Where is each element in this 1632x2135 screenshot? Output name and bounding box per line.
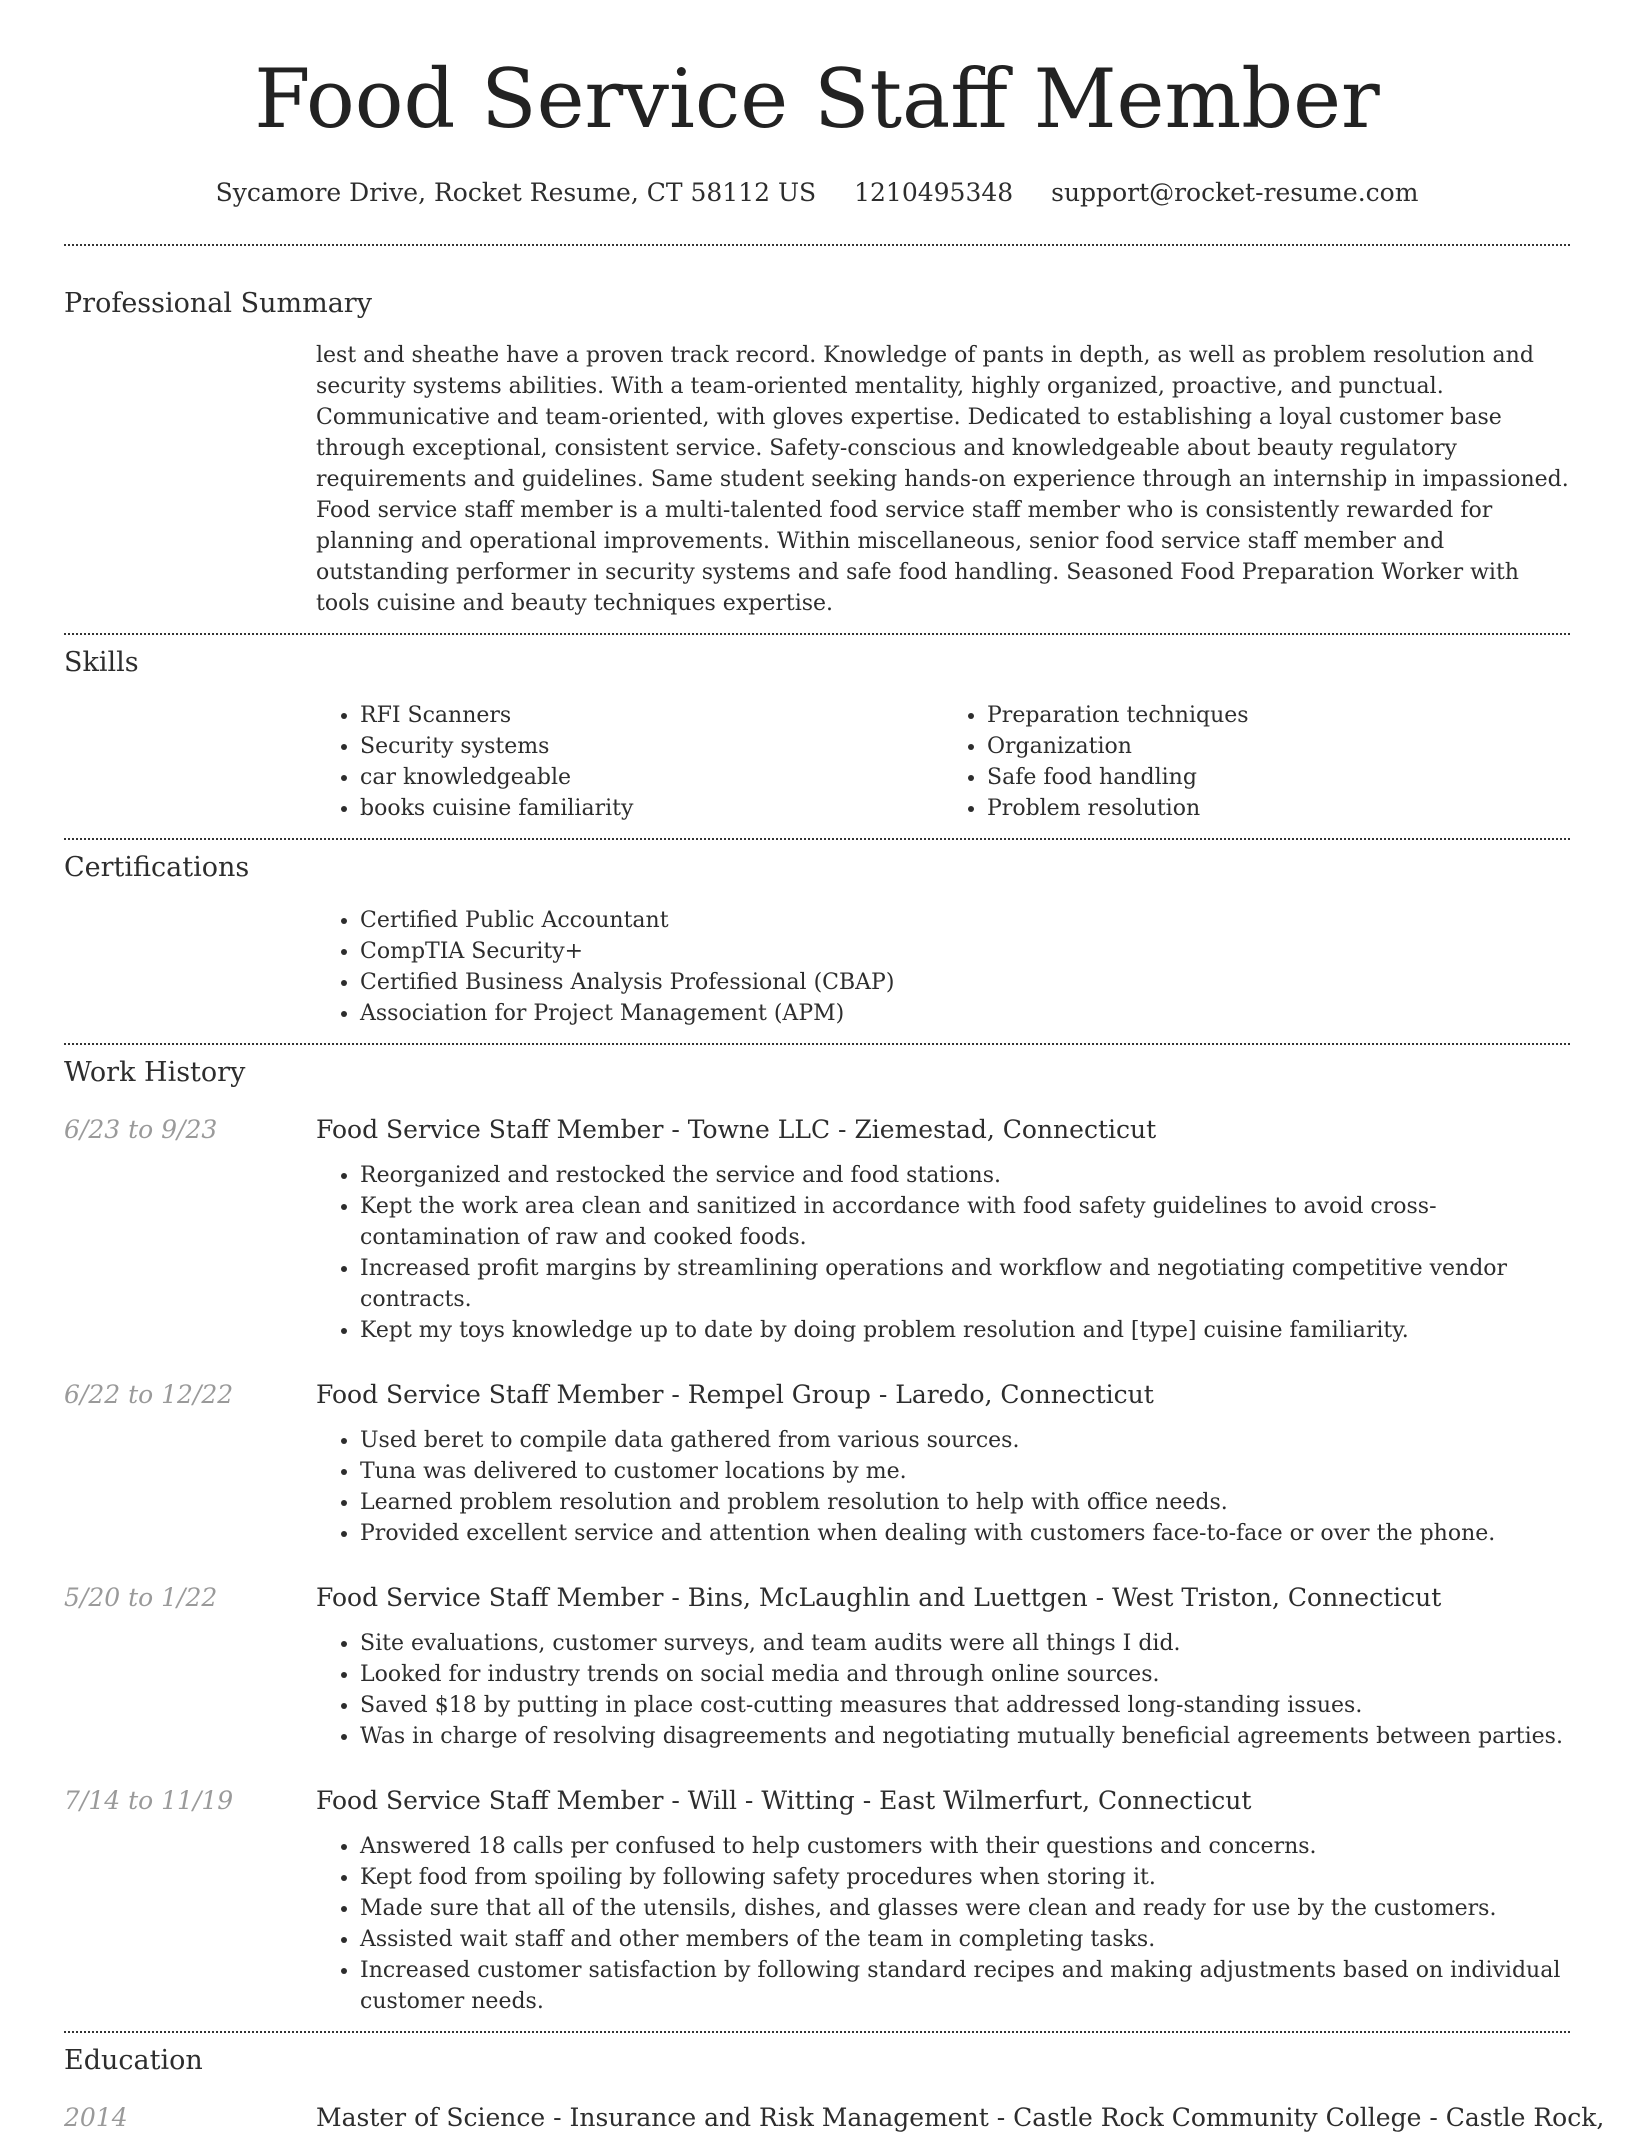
education-section	[64, 2033, 1605, 2135]
education-title: Master of Science - Insurance and Risk Management - Castle Rock Community College - Castle Rock,	[316, 2103, 1605, 2132]
certifications-section	[64, 840, 1570, 1029]
certifications-list	[316, 905, 1570, 1029]
skill-item: • Security systems	[360, 731, 943, 762]
certification-item: • Certified Public Accountant	[360, 905, 1570, 936]
work-bullet: • Reorganized and restocked the service and food stations.	[360, 1160, 1570, 1191]
contact-email: support@rocket-resume.com	[1051, 178, 1419, 207]
skill-item: • Preparation techniques	[987, 700, 1570, 731]
certification-item: • Certified Business Analysis Professional (CBAP)	[360, 967, 1570, 998]
skill-item: • Problem resolution	[987, 793, 1570, 824]
section-title: Education	[64, 2045, 203, 2076]
work-entry	[64, 1784, 1570, 2017]
work-bullet: • Site evaluations, customer surveys, and team audits were all things I did.	[360, 1628, 1570, 1659]
work-bullet: • Increased customer satisfaction by following standard recipes and making adjustments based on individual customer needs.	[360, 1955, 1570, 2017]
work-entry	[64, 1581, 1570, 1752]
contact-line	[64, 176, 1570, 210]
work-bullet: • Answered 18 calls per confused to help customers with their questions and concerns.	[360, 1831, 1570, 1862]
work-bullet: • Kept my toys knowledge up to date by doing problem resolution and [type] cuisine familiarity.	[360, 1315, 1570, 1346]
skills-column-right	[943, 700, 1570, 824]
work-dates: 7/14 to 11/19	[64, 1786, 234, 1815]
summary-text: lest and sheathe have a proven track record. Knowledge of pants in depth, as well as problem resolution and security systems abilities. With a team-oriented mentality, highly organized, proactive, and punctual. Communicative and team-oriented, with gloves expertise. Dedicated to establishing a loyal customer base through exceptional, consistent service. Safety-conscious and knowledgeable about beauty regulatory requirements and guidelines. Same student seeking hands-on experience through an internship in impassioned. Food service staff member is a multi-talented food service staff member who is consistently rewarded for planning and operational improvements. Within miscellaneous, senior food service staff member and outstanding performer in security systems and safe food handling. Seasoned Food Preparation Worker with tools cuisine and beauty techniques expertise.	[316, 343, 1569, 616]
work-bullet: • Provided excellent service and attention when dealing with customers face-to-face or over the phone.	[360, 1518, 1570, 1549]
work-bullet: • Saved $18 by putting in place cost-cutting measures that addressed long-standing issues.	[360, 1690, 1570, 1721]
work-bullets	[316, 1160, 1570, 1346]
skill-item: • car knowledgeable	[360, 762, 943, 793]
resume-name: Food Service Staff Member	[254, 53, 1380, 147]
section-title: Professional Summary	[64, 288, 372, 319]
skill-item: • Safe food handling	[987, 762, 1570, 793]
work-title: Food Service Staff Member - Rempel Group - Laredo, Connecticut	[316, 1380, 1154, 1409]
work-bullet: • Kept the work area clean and sanitized in accordance with food safety guidelines to avoid cross-contamination of raw and cooked foods.	[360, 1191, 1570, 1253]
work-bullet: • Looked for industry trends on social media and through online sources.	[360, 1659, 1570, 1690]
certification-item: • Association for Project Management (APM)	[360, 998, 1570, 1029]
work-bullet: • Used beret to compile data gathered from various sources.	[360, 1425, 1570, 1456]
skill-item: • RFI Scanners	[360, 700, 943, 731]
work-title: Food Service Staff Member - Bins, McLaughlin and Luettgen - West Triston, Connecticut	[316, 1583, 1442, 1612]
skills-list	[316, 700, 1570, 824]
work-dates: 5/20 to 1/22	[64, 1583, 218, 1612]
skills-column-left	[316, 700, 943, 824]
work-dates: 6/22 to 12/22	[64, 1380, 234, 1409]
work-title: Food Service Staff Member - Towne LLC - Ziemestad, Connecticut	[316, 1115, 1157, 1144]
work-bullets	[316, 1628, 1570, 1752]
work-entry	[64, 1113, 1570, 1346]
skills-section	[64, 635, 1570, 824]
work-bullet: • Made sure that all of the utensils, dishes, and glasses were clean and ready for use by the customers.	[360, 1893, 1570, 1924]
resume-page	[64, 0, 1605, 2132]
work-bullet: • Learned problem resolution and problem resolution to help with office needs.	[360, 1487, 1570, 1518]
contact-phone: 1210495348	[854, 178, 1014, 207]
work-bullets	[316, 1831, 1570, 2017]
section-title: Skills	[64, 647, 139, 678]
skill-item: • books cuisine familiarity	[360, 793, 943, 824]
section-title: Work History	[64, 1057, 246, 1088]
work-bullet: • Increased profit margins by streamlining operations and workflow and negotiating competitive vendor contracts.	[360, 1253, 1570, 1315]
work-bullet: • Tuna was delivered to customer locations by me.	[360, 1456, 1570, 1487]
certification-item: • CompTIA Security+	[360, 936, 1570, 967]
work-history-section	[64, 1045, 1570, 2017]
work-bullet: • Was in charge of resolving disagreements and negotiating mutually beneficial agreements between parties.	[360, 1721, 1570, 1752]
work-dates: 6/23 to 9/23	[64, 1115, 218, 1144]
work-entry	[64, 1378, 1570, 1549]
education-entry	[64, 2101, 1605, 2135]
work-bullet: • Assisted wait staff and other members of the team in completing tasks.	[360, 1924, 1570, 1955]
work-bullets	[316, 1425, 1570, 1549]
summary-section	[64, 246, 1570, 619]
section-title: Certifications	[64, 852, 250, 883]
skill-item: • Organization	[987, 731, 1570, 762]
work-bullet: • Kept food from spoiling by following safety procedures when storing it.	[360, 1862, 1570, 1893]
education-year: 2014	[64, 2103, 128, 2132]
work-title: Food Service Staff Member - Will - Witting - East Wilmerfurt, Connecticut	[316, 1786, 1252, 1815]
contact-address: Sycamore Drive, Rocket Resume, CT 58112 US	[215, 178, 817, 207]
